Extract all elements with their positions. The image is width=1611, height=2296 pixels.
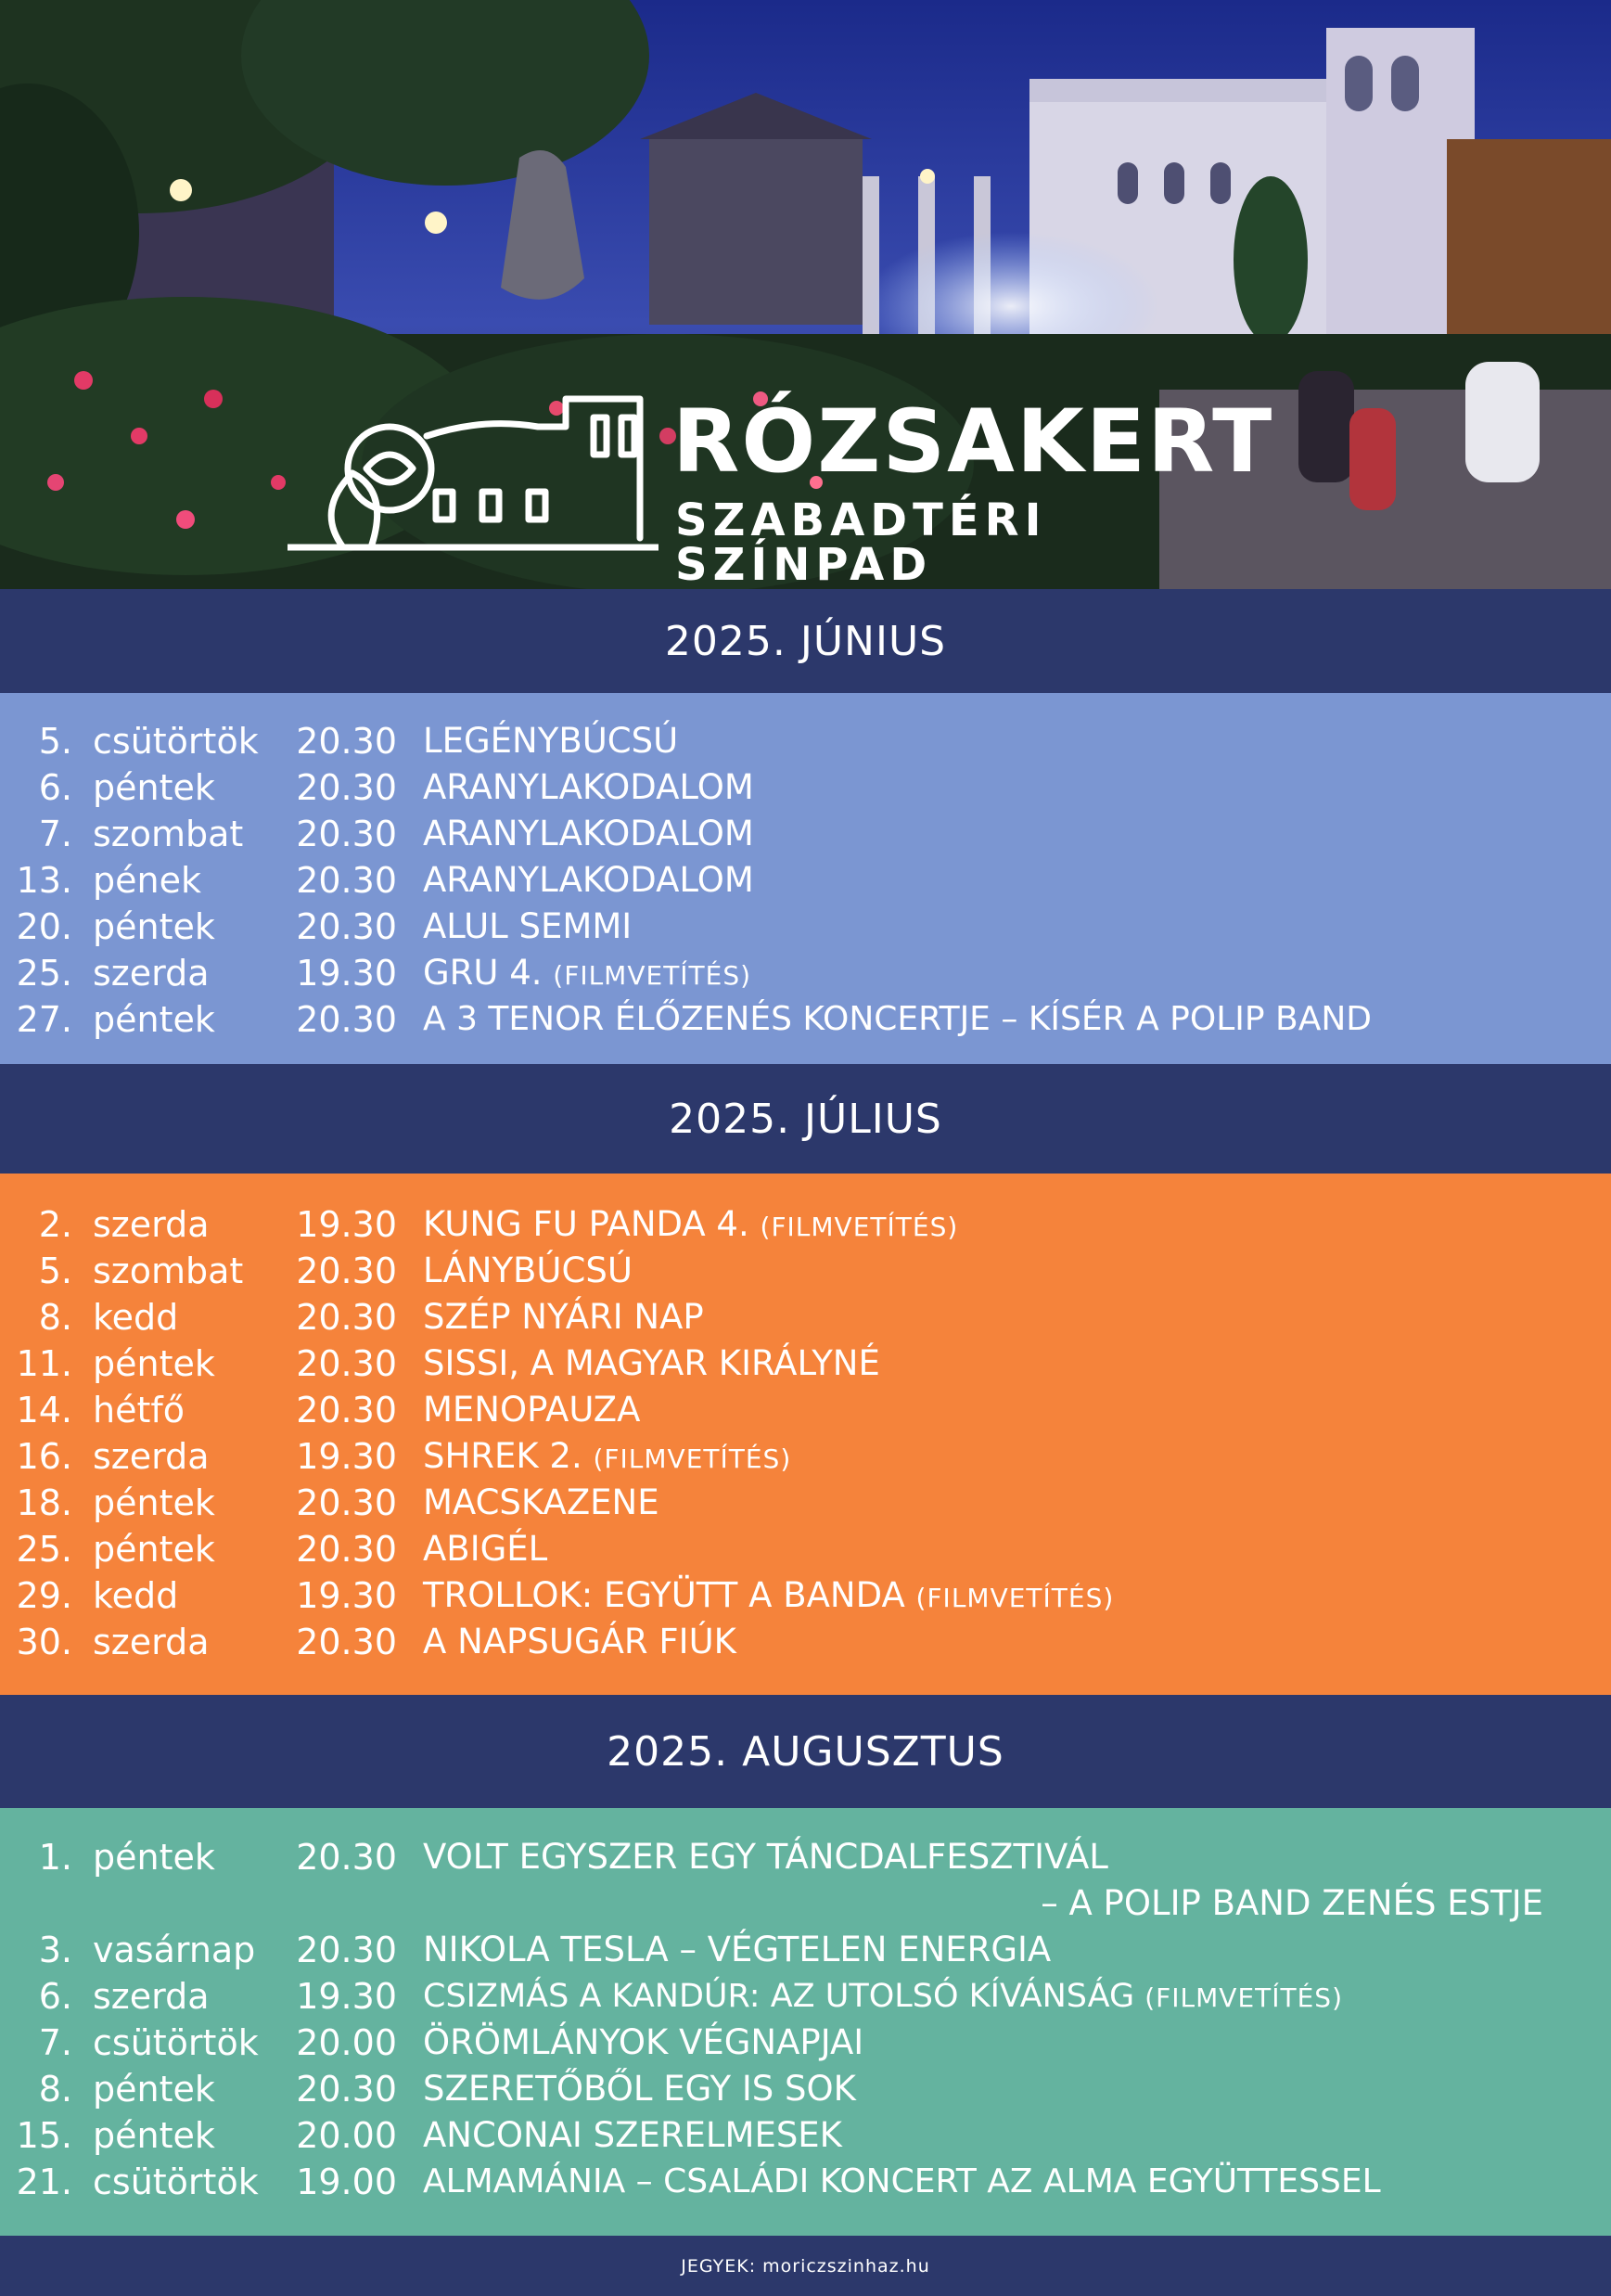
event-title-text: CSIZMÁS A KANDÚR: AZ UTOLSÓ KÍVÁNSÁG (423, 1978, 1135, 2015)
event-row (0, 2020, 1611, 2066)
event-title (423, 1433, 791, 1482)
event-row (0, 1294, 1611, 1340)
event-title (423, 1973, 1343, 2021)
event-time: 20.30 (296, 1251, 397, 1291)
event-title: MACSKAZENE (423, 1482, 659, 1522)
event-title (423, 1572, 1114, 1622)
event-day: 6. (38, 1976, 72, 2017)
event-weekday: csütörtök (93, 2022, 259, 2063)
month-heading-august: 2025. AUGUSZTUS (0, 1695, 1611, 1808)
rose-house-icon (288, 380, 658, 566)
event-row (0, 857, 1611, 904)
event-time: 19.30 (296, 953, 397, 994)
event-day: 15. (16, 2115, 72, 2156)
event-weekday: péntek (93, 1343, 215, 1384)
event-row (0, 1572, 1611, 1619)
event-time: 20.30 (296, 1482, 397, 1523)
event-title: SZÉP NYÁRI NAP (423, 1297, 704, 1337)
event-day: 7. (38, 814, 72, 854)
ticket-link[interactable]: JEGYEK: moriczszinhaz.hu (681, 2255, 930, 2277)
event-weekday: péntek (93, 2069, 215, 2110)
event-weekday: szerda (93, 953, 210, 994)
footer (0, 2236, 1611, 2296)
event-day: 21. (16, 2161, 72, 2202)
event-weekday: péntek (93, 1529, 215, 1570)
event-time: 20.30 (296, 814, 397, 854)
event-day: 7. (38, 2022, 72, 2063)
event-weekday: szerda (93, 1204, 210, 1245)
event-time: 20.30 (296, 2069, 397, 2110)
event-title: ANCONAI SZERELMESEK (423, 2115, 842, 2155)
event-day: 27. (16, 999, 72, 1040)
event-title-text: SHREK 2. (423, 1436, 582, 1476)
event-title: A 3 TENOR ÉLŐZENÉS KONCERTJE – KÍSÉR A POLIP BAND (423, 1000, 1373, 1038)
event-note: (FILMVETÍTÉS) (915, 1583, 1115, 1613)
event-title: ARANYLAKODALOM (423, 767, 754, 807)
event-day: 29. (16, 1575, 72, 1616)
event-title-text: TROLLOK: EGYÜTT A BANDA (423, 1575, 905, 1615)
event-weekday: péntek (93, 999, 215, 1040)
logo (288, 380, 1274, 589)
event-day: 8. (38, 1297, 72, 1338)
event-day: 8. (38, 2069, 72, 2110)
event-weekday: péntek (93, 1837, 215, 1878)
event-weekday: szerda (93, 1622, 210, 1662)
event-weekday: szerda (93, 1436, 210, 1477)
event-row (0, 1387, 1611, 1433)
month-section-august (0, 1808, 1611, 2236)
event-row-continuation (0, 1880, 1611, 1927)
event-title-text: KUNG FU PANDA 4. (423, 1204, 749, 1244)
event-note: (FILMVETÍTÉS) (1144, 1982, 1343, 2013)
event-day: 18. (16, 1482, 72, 1523)
event-row (0, 2112, 1611, 2159)
event-row (0, 1201, 1611, 1248)
event-time: 20.30 (296, 1343, 397, 1384)
event-title: ARANYLAKODALOM (423, 860, 754, 900)
event-row (0, 996, 1611, 1043)
event-day: 2. (38, 1204, 72, 1245)
event-weekday: kedd (93, 1297, 179, 1338)
event-weekday: hétfő (93, 1390, 185, 1430)
event-time: 20.30 (296, 1930, 397, 1970)
event-row (0, 1834, 1611, 1880)
event-weekday: péntek (93, 906, 215, 947)
event-title: NIKOLA TESLA – VÉGTELEN ENERGIA (423, 1930, 1052, 1969)
event-time: 19.30 (296, 1204, 397, 1245)
event-title (423, 1201, 958, 1251)
event-row (0, 1340, 1611, 1387)
event-time: 20.30 (296, 721, 397, 762)
event-title: LÁNYBÚCSÚ (423, 1251, 633, 1290)
event-row (0, 1526, 1611, 1572)
event-row (0, 950, 1611, 996)
event-title: ÖRÖMLÁNYOK VÉGNAPJAI (423, 2022, 864, 2062)
event-row (0, 2066, 1611, 2112)
event-title: ARANYLAKODALOM (423, 814, 754, 853)
event-row (0, 1927, 1611, 1973)
event-day: 13. (16, 860, 72, 901)
event-day: 16. (16, 1436, 72, 1477)
event-weekday: csütörtök (93, 721, 259, 762)
event-time: 19.30 (296, 1575, 397, 1616)
event-weekday: pének (93, 860, 201, 901)
event-weekday: szombat (93, 814, 244, 854)
event-day: 5. (38, 721, 72, 762)
event-time: 19.30 (296, 1436, 397, 1477)
event-weekday: vasárnap (93, 1930, 256, 1970)
header-photo (0, 0, 1611, 589)
event-day: 3. (38, 1930, 72, 1970)
event-day: 1. (38, 1837, 72, 1878)
event-time: 20.00 (296, 2022, 397, 2063)
month-heading-june: 2025. JÚNIUS (0, 589, 1611, 693)
event-weekday: péntek (93, 767, 215, 808)
event-weekday: szerda (93, 1976, 210, 2017)
event-row (0, 2159, 1611, 2205)
event-day: 30. (16, 1622, 72, 1662)
event-row (0, 764, 1611, 811)
event-day: 5. (38, 1251, 72, 1291)
event-title-continuation: – A POLIP BAND ZENÉS ESTJE (1041, 1883, 1543, 1923)
event-day: 25. (16, 1529, 72, 1570)
event-note: (FILMVETÍTÉS) (593, 1443, 792, 1474)
event-time: 20.30 (296, 1837, 397, 1878)
month-section-july (0, 1174, 1611, 1695)
event-title: SISSI, A MAGYAR KIRÁLYNÉ (423, 1343, 880, 1383)
event-title: MENOPAUZA (423, 1390, 641, 1430)
event-row (0, 811, 1611, 857)
month-section-june (0, 693, 1611, 1064)
event-title: ALMAMÁNIA – CSALÁDI KONCERT AZ ALMA EGYÜTTESSEL (423, 2162, 1381, 2200)
month-heading-july: 2025. JÚLIUS (0, 1064, 1611, 1174)
event-time: 20.30 (296, 1390, 397, 1430)
event-time: 19.00 (296, 2161, 397, 2202)
event-note: (FILMVETÍTÉS) (553, 960, 752, 991)
event-title: VOLT EGYSZER EGY TÁNCDALFESZTIVÁL (423, 1837, 1108, 1877)
event-row (0, 1619, 1611, 1665)
event-time: 20.30 (296, 1622, 397, 1662)
event-time: 20.30 (296, 999, 397, 1040)
event-row (0, 1248, 1611, 1294)
event-weekday: péntek (93, 1482, 215, 1523)
event-row (0, 718, 1611, 764)
event-day: 11. (16, 1343, 72, 1384)
event-row (0, 904, 1611, 950)
logo-title: RÓZSAKERT (672, 391, 1274, 493)
event-title: A NAPSUGÁR FIÚK (423, 1622, 736, 1661)
logo-subtitle: SZABADTÉRI SZÍNPAD (675, 494, 1047, 589)
event-time: 20.30 (296, 860, 397, 901)
event-title: ABIGÉL (423, 1529, 548, 1569)
event-row (0, 1433, 1611, 1480)
event-time: 20.00 (296, 2115, 397, 2156)
event-row (0, 1973, 1611, 2020)
event-row (0, 1480, 1611, 1526)
event-weekday: csütörtök (93, 2161, 259, 2202)
event-day: 20. (16, 906, 72, 947)
event-note: (FILMVETÍTÉS) (760, 1212, 959, 1242)
event-day: 25. (16, 953, 72, 994)
event-time: 20.30 (296, 1529, 397, 1570)
event-title-text: GRU 4. (423, 953, 543, 993)
event-time: 20.30 (296, 767, 397, 808)
event-title (423, 950, 751, 999)
event-time: 20.30 (296, 906, 397, 947)
event-weekday: kedd (93, 1575, 179, 1616)
event-time: 20.30 (296, 1297, 397, 1338)
event-title: SZERETŐBŐL EGY IS SOK (423, 2069, 856, 2109)
event-day: 14. (16, 1390, 72, 1430)
event-weekday: péntek (93, 2115, 215, 2156)
event-weekday: szombat (93, 1251, 244, 1291)
event-time: 19.30 (296, 1976, 397, 2017)
event-title: LEGÉNYBÚCSÚ (423, 721, 679, 761)
event-title: ALUL SEMMI (423, 906, 633, 946)
event-day: 6. (38, 767, 72, 808)
